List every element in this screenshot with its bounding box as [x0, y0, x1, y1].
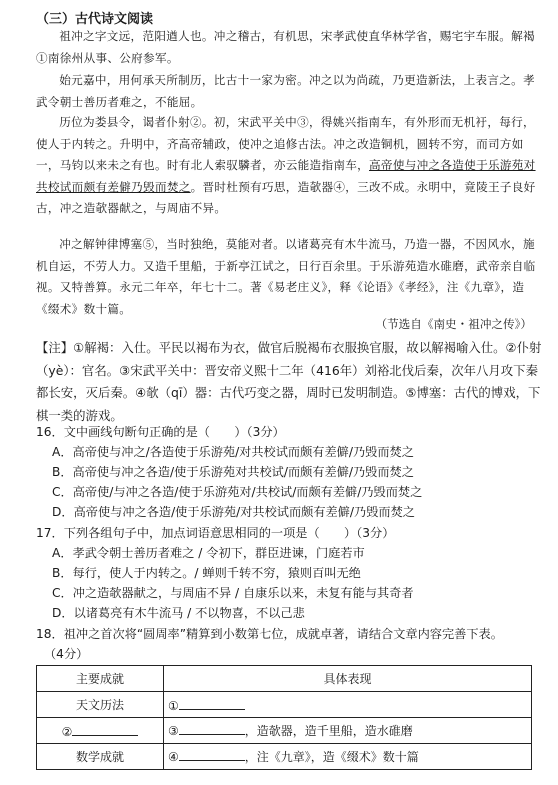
underlined-sentence: 高帝使与冲之各造使于乐游苑对共校试而颇有差僻乃毁而焚之 [36, 158, 536, 194]
table-row [37, 692, 532, 718]
table-row [37, 744, 532, 770]
answer-number: ④ [168, 750, 179, 764]
answer-blank[interactable] [72, 723, 138, 736]
passage-text: 历位为娄县令，谒者仆射②。初，宋武平关中③，得姚兴指南车，有外形而无机衧，每行，使人于内转之。升明中，齐高帝辅政，使冲之追修古法。冲之改造铜机，圆转不穷，而司方如一，马钧以来未之有也。时有北人索驭驎者，亦云能造指南车， [36, 115, 535, 173]
achievement-table [36, 665, 532, 770]
answer-blank[interactable] [179, 722, 245, 735]
passage-paragraph-4: 冲之解钟律博塞⑤，当时独绝，莫能对者。以诸葛亮有木牛流马，乃造一器，不因风水，施机自运，不劳人力。又造千里船，于新亭江试之，日行百余里。于乐游苑造水碓磨，武帝亲自临视。又特善算。永元二年卒，年七十二。著《易老庄义》，释《论语》《孝经》，注《九章》，造《缀术》数十篇。 [36, 237, 536, 316]
question-17-option-b[interactable]: B．每行，使人于内转之。/ 蝉则千转不穷，猿则百叫无绝 [52, 566, 361, 580]
answer-blank[interactable] [179, 748, 245, 761]
answer-number: ③ [168, 724, 179, 738]
question-16-option-c[interactable]: C．高帝使/与冲之各造/使于乐游苑对/共校试/而颇有差僻/乃毁而焚之 [52, 485, 423, 499]
passage-paragraph-2: 始元嘉中，用何承天所制历，比古十一家为密。冲之以为尚疏，乃更造新法，上表言之。孝武令朝士善历者难之，不能屈。 [36, 73, 535, 109]
question-17-option-d[interactable]: D．以诸葛亮有木牛流马 / 不以物喜，不以己悲 [52, 606, 305, 620]
detail-text: ，造欹器，造千里船，造水碓磨 [244, 724, 413, 738]
table-cell-achievement [37, 718, 164, 744]
question-17-stem: 17．下列各组句子中，加点词语意思相同的一项是（ ）（3分） [36, 526, 395, 540]
passage-text: 。晋时杜预有巧思，造欹器④，三改不成。永明中，竟陵王子良好古，冲之造欹器献之，与周庙不异。 [36, 179, 536, 216]
table-header-achievement: 主要成就 [37, 666, 164, 692]
table-row [37, 718, 532, 744]
passage-source: （节选自《南史・祖冲之传》） [375, 317, 532, 331]
question-16-option-b[interactable]: B．高帝使与冲之各造/使于乐游苑对共校试/而颇有差僻/乃毁而焚之 [52, 465, 414, 479]
annotations: 【注】①解褐：入仕。平民以褐布为衣，做官后脱褐布衣服换官服，故以解褐喻入仕。②仆射（yè）：官名。③宋武平关中：晋安帝义熙十二年（416年）刘裕北伐后秦，次年八月攻下秦都长安，灭后秦。④欹（qī）器：古代巧变之器，周时已发明制造。⑤博塞：古代的博戏，下棋一类的游戏。 [36, 340, 542, 423]
table-header-details: 具体表现 [164, 666, 532, 692]
answer-number: ① [168, 698, 179, 713]
table-header-row [37, 666, 532, 692]
question-18-points: （4分） [44, 647, 89, 661]
table-cell-details [164, 718, 532, 744]
question-18-stem: 18．祖冲之首次将“圆周率”精算到小数第七位，成就卓著，请结合文章内容完善下表。 [36, 627, 503, 641]
table-cell-details [164, 692, 532, 718]
table-cell-details [164, 744, 532, 770]
answer-number: ② [61, 724, 73, 739]
table-cell-achievement: 天文历法 [37, 692, 164, 718]
question-16-stem: 16．文中画线句断句正确的是（ ）（3分） [36, 425, 285, 439]
question-16-option-d[interactable]: D．高帝使与冲之各造/使于乐游苑/对共校试而颇有差僻/乃毁而焚之 [52, 505, 415, 519]
passage-paragraph-3 [36, 112, 536, 220]
passage-paragraph-1: 祖冲之字文远，范阳遒人也。冲之稽古，有机思，宋孝武使直华林学省，赐宅宇车服。解褐①南徐州从事、公府参军。 [36, 29, 535, 65]
detail-text: ，注《九章》，造《缀术》数十篇 [244, 750, 419, 764]
question-17-option-c[interactable]: C．冲之造欹器献之，与周庙不异 / 自康乐以来，未复有能与其奇者 [52, 586, 414, 600]
answer-blank[interactable] [179, 697, 245, 710]
table-cell-achievement: 数学成就 [37, 744, 164, 770]
question-16-option-a[interactable]: A．高帝使与冲之/各造使于乐游苑/对共校试而颇有差僻/乃毁而焚之 [52, 445, 414, 459]
question-17-option-a[interactable]: A．孝武令朝士善历者难之 / 令初下，群臣进谏，门庭若市 [52, 546, 365, 560]
section-title: （三）古代诗文阅读 [36, 12, 154, 27]
